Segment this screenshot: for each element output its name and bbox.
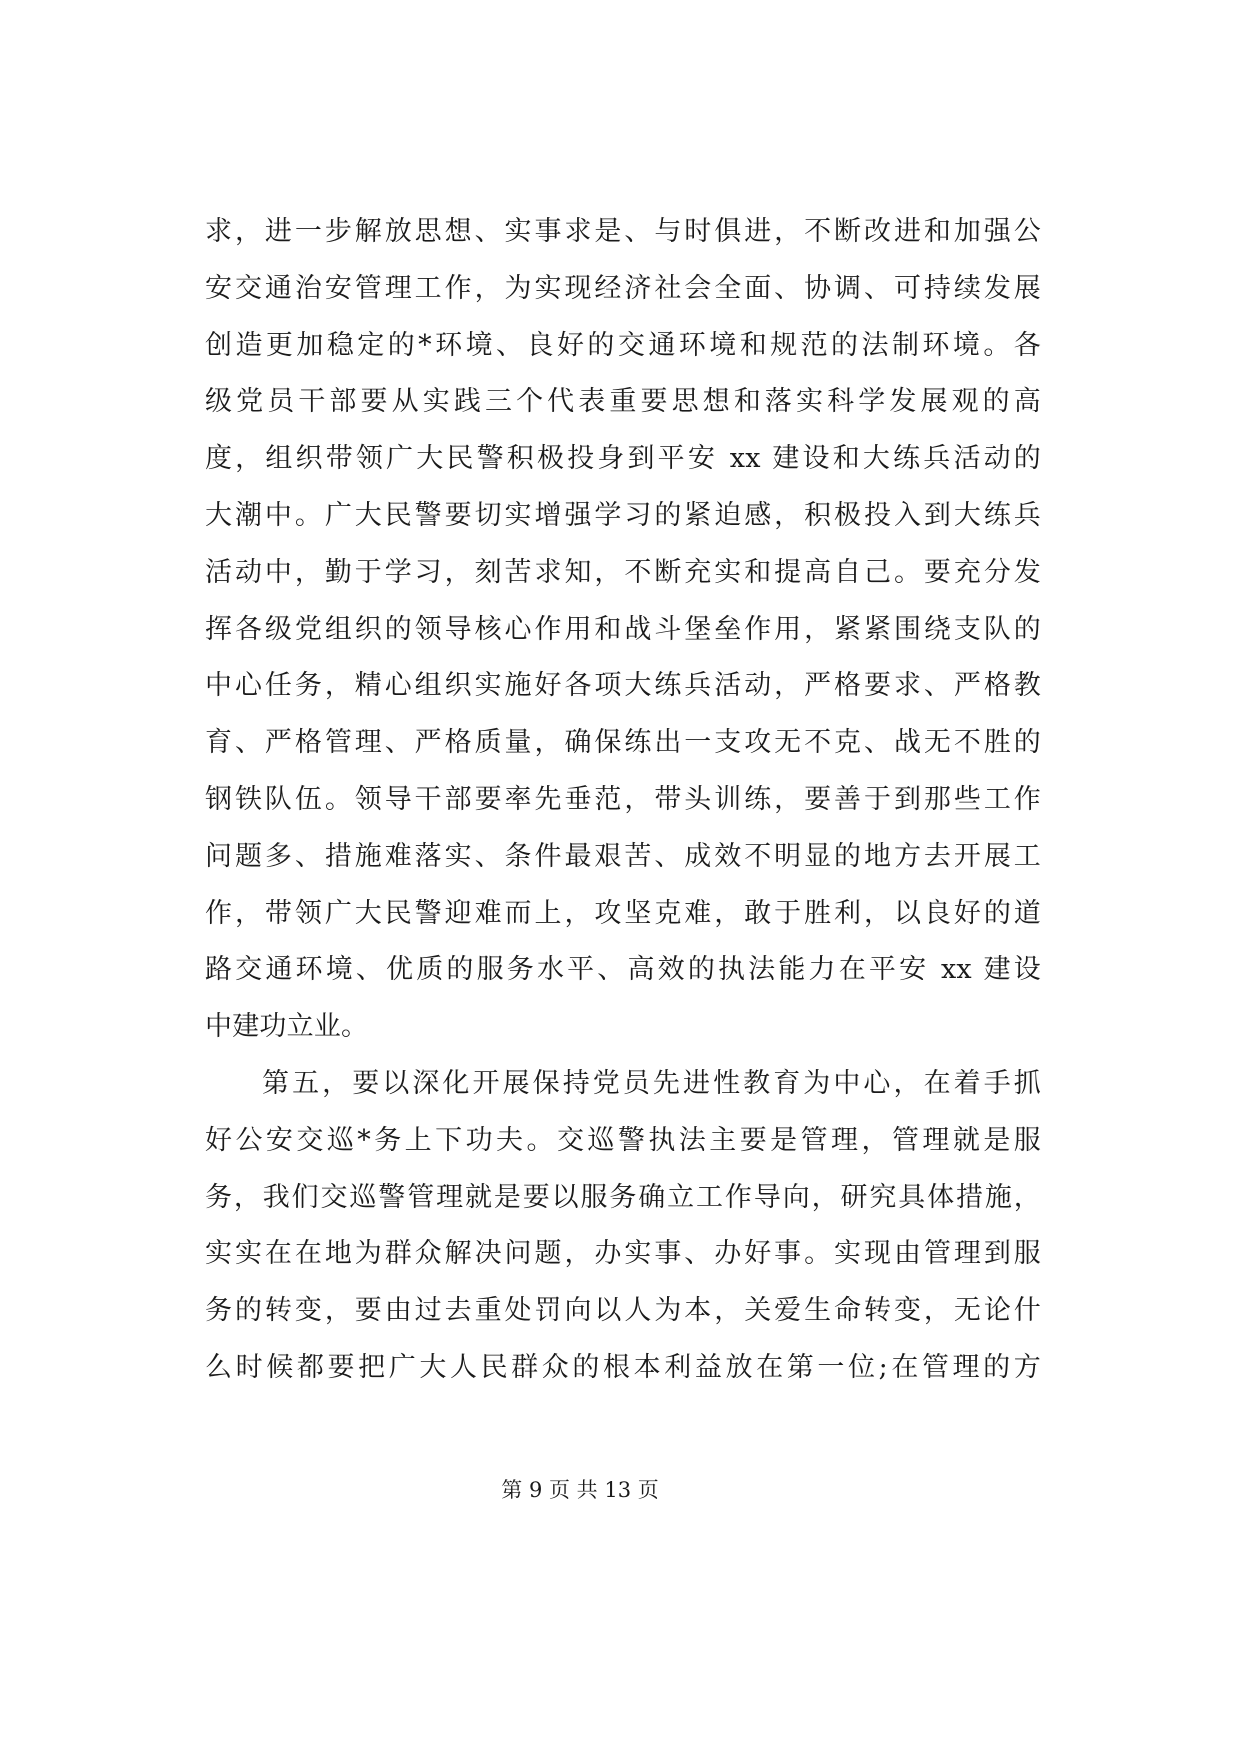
text-line: 育、严格管理、严格质量，确保练出一支攻无不克、战无不胜的 (205, 727, 1041, 759)
text-line: 问题多、措施难落实、条件最艰苦、成效不明显的地方去开展工 (205, 840, 1041, 872)
text-line: 度，组织带领广大民警积极投身到平安 xx 建设和大练兵活动的 (205, 443, 1041, 475)
text-line: 第五，要以深化开展保持党员先进性教育为中心，在着手抓 (262, 1067, 1041, 1099)
body-text (205, 204, 1041, 1397)
page-number-footer: 第 9 页 共 13 页 (501, 1478, 659, 1502)
text-line: 中建功立业。 (205, 1011, 369, 1043)
text-line: 务，我们交巡警管理就是要以服务确立工作导向，研究具体措施， (205, 1181, 1041, 1213)
text-line: 务的转变，要由过去重处罚向以人为本，关爱生命转变，无论什 (205, 1295, 1041, 1327)
text-line: 级党员干部要从实践三个代表重要思想和落实科学发展观的高 (205, 386, 1041, 418)
text-line: 实实在在地为群众解决问题，办实事、办好事。实现由管理到服 (205, 1238, 1041, 1270)
text-line: 大潮中。广大民警要切实增强学习的紧迫感，积极投入到大练兵 (205, 499, 1041, 531)
text-line: 中心任务，精心组织实施好各项大练兵活动，严格要求、严格教 (205, 670, 1041, 702)
text-line: 么时候都要把广大人民群众的根本利益放在第一位;在管理的方 (205, 1351, 1041, 1383)
paragraph-1 (205, 204, 1041, 1056)
text-line: 好公安交巡*务上下功夫。交巡警执法主要是管理，管理就是服 (205, 1124, 1041, 1156)
text-line: 安交通治安管理工作，为实现经济社会全面、协调、可持续发展 (205, 272, 1041, 304)
text-line: 钢铁队伍。领导干部要率先垂范，带头训练，要善于到那些工作 (205, 783, 1041, 815)
text-line: 活动中，勤于学习，刻苦求知，不断充实和提高自己。要充分发 (205, 556, 1041, 588)
text-line: 作，带领广大民警迎难而上，攻坚克难，敢于胜利，以良好的道 (205, 897, 1041, 929)
paragraph-2 (205, 1056, 1041, 1397)
text-line: 路交通环境、优质的服务水平、高效的执法能力在平安 xx 建设 (205, 954, 1041, 986)
text-line: 挥各级党组织的领导核心作用和战斗堡垒作用，紧紧围绕支队的 (205, 613, 1041, 645)
text-line: 创造更加稳定的*环境、良好的交通环境和规范的法制环境。各 (205, 329, 1041, 361)
text-line: 求，进一步解放思想、实事求是、与时俱进，不断改进和加强公 (205, 216, 1041, 247)
